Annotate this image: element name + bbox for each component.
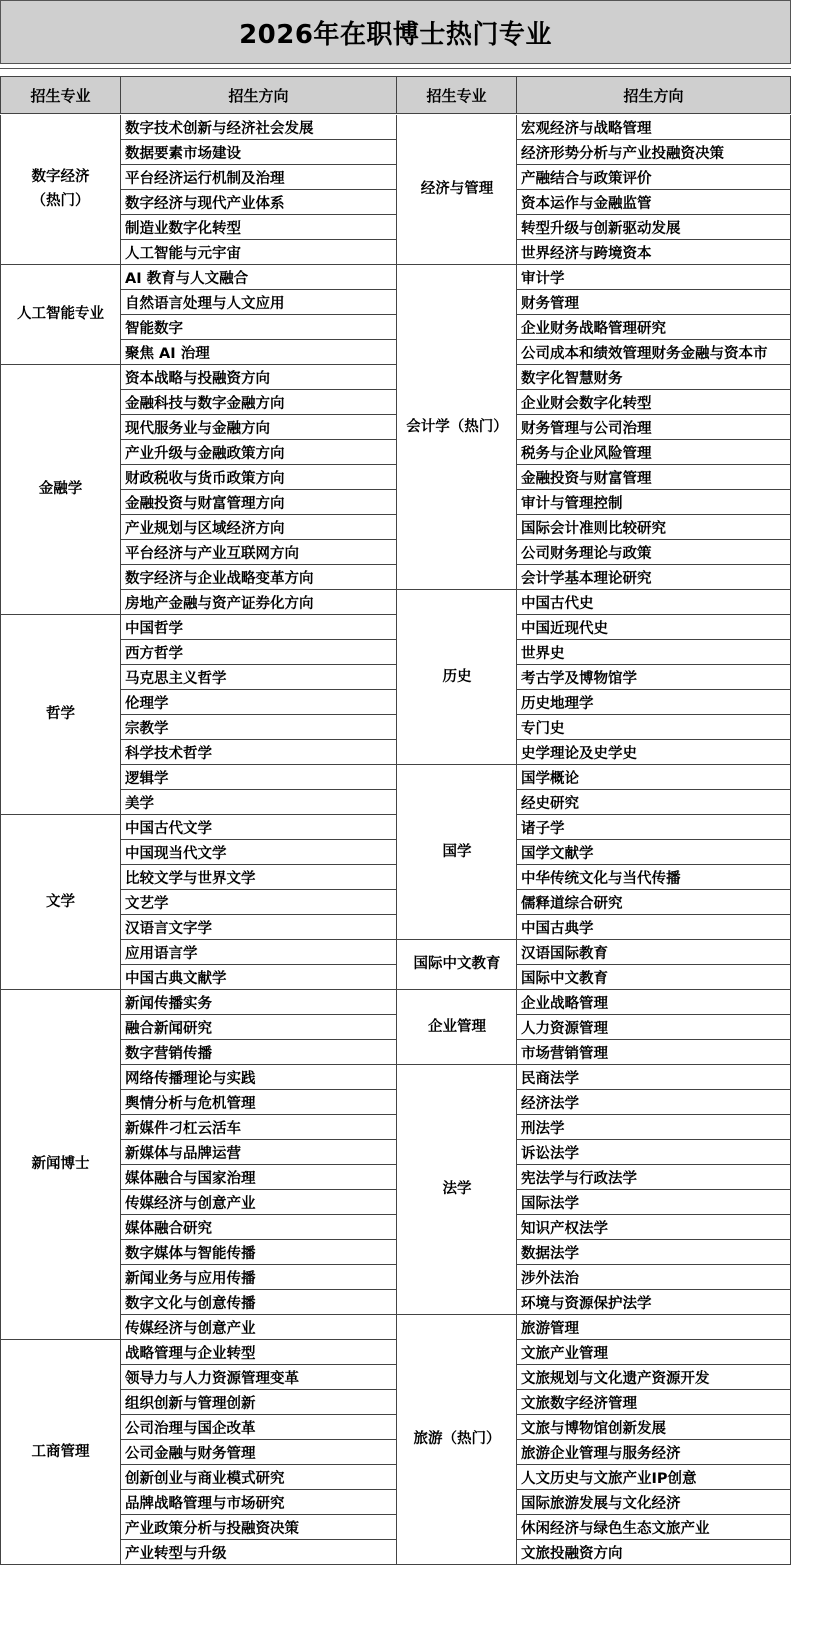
left-major-cell [0,815,121,990]
left-major-label: 工商管理 [31,1443,90,1460]
left-direction-cell: 制造业数字化转型 [121,215,397,240]
left-major-cell [0,115,121,265]
left-major-label: 文学 [46,893,75,910]
right-direction-cell: 企业战略管理 [517,990,791,1015]
left-direction-cell: 中国现当代文学 [121,840,397,865]
left-direction-cell: 聚焦 AI 治理 [121,340,397,365]
left-major-cell [0,365,121,615]
right-direction-cell: 国学文献学 [517,840,791,865]
left-direction-cell: 金融科技与数字金融方向 [121,390,397,415]
right-major-cell [397,765,517,940]
right-major-label: 经济与管理 [420,181,494,198]
right-direction-cell: 中国近现代史 [517,615,791,640]
header-direction-left: 招生方向 [120,76,397,114]
right-direction-cell: 民商法学 [517,1065,791,1090]
column-border [516,115,517,1565]
left-major-cell [0,990,121,1340]
right-major-cell [397,1315,517,1565]
column-border [0,115,1,1565]
right-direction-cell: 数字化智慧财务 [517,365,791,390]
left-direction-cell: 数字经济与现代产业体系 [121,190,397,215]
right-direction-cell: 中国古典学 [517,915,791,940]
right-direction-cell: 金融投资与财富管理 [517,465,791,490]
right-direction-cell: 专门史 [517,715,791,740]
left-direction-cell: 网络传播理论与实践 [121,1065,397,1090]
left-direction-cell: 公司金融与财务管理 [121,1440,397,1465]
left-major-cell [0,265,121,365]
left-direction-cell: 中国古典文献学 [121,965,397,990]
right-major-label: 旅游（热门） [413,1431,501,1448]
right-group-divider [397,1564,517,1565]
left-major-label: 新闻博士 [31,1156,90,1173]
right-direction-cell: 税务与企业风险管理 [517,440,791,465]
right-direction-cell: 考古学及博物馆学 [517,665,791,690]
left-direction-cell: 媒体融合研究 [121,1215,397,1240]
left-direction-cell: 数字媒体与智能传播 [121,1240,397,1265]
right-direction-cell: 诸子学 [517,815,791,840]
right-major-label: 历史 [442,668,472,685]
left-direction-cell: 现代服务业与金融方向 [121,415,397,440]
left-direction-cell: 融合新闻研究 [121,1015,397,1040]
right-direction-cell: 经史研究 [517,790,791,815]
right-direction-cell: 历史地理学 [517,690,791,715]
right-direction-cell: 文旅数字经济管理 [517,1390,791,1415]
left-direction-cell: 公司治理与国企改革 [121,1415,397,1440]
left-direction-cell: 数字技术创新与经济社会发展 [121,115,397,140]
right-direction-cell: 产融结合与政策评价 [517,165,791,190]
right-major-label: 会计学（热门） [406,418,508,435]
column-border [120,115,121,1565]
majors-table [0,115,791,1565]
left-direction-cell: 比较文学与世界文学 [121,865,397,890]
right-direction-cell: 诉讼法学 [517,1140,791,1165]
left-direction-cell: 应用语言学 [121,940,397,965]
right-direction-cell: 国际会计准则比较研究 [517,515,791,540]
left-direction-cell: 产业政策分析与投融资决策 [121,1515,397,1540]
header-direction-right: 招生方向 [516,76,791,114]
right-direction-cell: 企业财会数字化转型 [517,390,791,415]
left-direction-cell: 汉语言文字学 [121,915,397,940]
left-direction-cell: 产业规划与区域经济方向 [121,515,397,540]
right-major-cell [397,1065,517,1315]
left-direction-cell: 伦理学 [121,690,397,715]
left-direction-cell: 智能数字 [121,315,397,340]
right-major-label: 企业管理 [428,1018,486,1035]
right-direction-cell: 转型升级与创新驱动发展 [517,215,791,240]
right-major-cell [397,590,517,765]
left-direction-cell: 西方哲学 [121,640,397,665]
left-direction-cell: 文艺学 [121,890,397,915]
left-direction-cell: 品牌战略管理与市场研究 [121,1490,397,1515]
right-direction-cell: 儒释道综合研究 [517,890,791,915]
right-direction-cell: 人力资源管理 [517,1015,791,1040]
left-direction-cell: 房地产金融与资产证券化方向 [121,590,397,615]
header-major-right: 招生专业 [396,76,517,114]
left-direction-cell: 新媒体与品牌运营 [121,1140,397,1165]
right-major-cell [397,115,517,265]
right-direction-cell: 市场营销管理 [517,1040,791,1065]
left-direction-cell: 传媒经济与创意产业 [121,1190,397,1215]
title-separator [0,68,791,69]
right-direction-cell: 资本运作与金融监管 [517,190,791,215]
right-direction-cell: 史学理论及史学史 [517,740,791,765]
left-direction-cell: 科学技术哲学 [121,740,397,765]
left-major-cell [0,615,121,815]
left-direction-cell: 宗教学 [121,715,397,740]
left-direction-cell: 新媒件刁杠云活车 [121,1115,397,1140]
left-direction-cell: 数字营销传播 [121,1040,397,1065]
right-direction-cell: 中国古代史 [517,590,791,615]
right-direction-cell: 旅游管理 [517,1315,791,1340]
right-direction-cell: 国际中文教育 [517,965,791,990]
page-title: 2026年在职博士热门专业 [0,0,791,64]
left-direction-cell: 产业转型与升级 [121,1540,397,1565]
right-direction-cell: 文旅与博物馆创新发展 [517,1415,791,1440]
header-major-left: 招生专业 [0,76,121,114]
left-direction-cell: 新闻业务与应用传播 [121,1265,397,1290]
left-major-cell [0,1340,121,1565]
column-border [790,115,791,1565]
right-direction-cell: 休闲经济与绿色生态文旅产业 [517,1515,791,1540]
left-direction-cell: 中国古代文学 [121,815,397,840]
right-direction-cell: 财务管理 [517,290,791,315]
left-direction-cell: 自然语言处理与人文应用 [121,290,397,315]
right-major-cell [397,990,517,1065]
left-group-divider [0,1564,121,1565]
right-direction-cell: 国学概论 [517,765,791,790]
left-direction-cell: 数字经济与企业战略变革方向 [121,565,397,590]
right-direction-cell: 刑法学 [517,1115,791,1140]
left-direction-cell: 新闻传播实务 [121,990,397,1015]
left-direction-cell: 人工智能与元宇宙 [121,240,397,265]
left-direction-cell: 中国哲学 [121,615,397,640]
left-direction-cell: 金融投资与财富管理方向 [121,490,397,515]
left-direction-cell: 产业升级与金融政策方向 [121,440,397,465]
right-direction-cell: 旅游企业管理与服务经济 [517,1440,791,1465]
right-direction-cell: 宏观经济与战略管理 [517,115,791,140]
right-direction-cell: 世界经济与跨境资本 [517,240,791,265]
right-direction-cell: 会计学基本理论研究 [517,565,791,590]
right-direction-cell: 环境与资源保护法学 [517,1290,791,1315]
right-direction-cell: 中华传统文化与当代传播 [517,865,791,890]
column-border [396,115,397,1565]
right-direction-cell: 财务管理与公司治理 [517,415,791,440]
right-major-cell [397,940,517,990]
right-direction-cell: 国际法学 [517,1190,791,1215]
right-direction-cell: 审计学 [517,265,791,290]
left-direction-cell: 舆情分析与危机管理 [121,1090,397,1115]
left-direction-cell: 媒体融合与国家治理 [121,1165,397,1190]
right-direction-cell: 宪法学与行政法学 [517,1165,791,1190]
right-direction-cell: 企业财务战略管理研究 [517,315,791,340]
right-direction-cell: 涉外法治 [517,1265,791,1290]
left-direction-cell: 资本战略与投融资方向 [121,365,397,390]
left-direction-cell: 领导力与人力资源管理变革 [121,1365,397,1390]
left-direction-cell: 数字文化与创意传播 [121,1290,397,1315]
right-direction-cell: 人文历史与文旅产业IP创意 [517,1465,791,1490]
right-major-label: 国学 [442,843,472,860]
left-major-label: 哲学 [46,706,75,723]
right-direction-cell: 经济形势分析与产业投融资决策 [517,140,791,165]
left-direction-cell: 美学 [121,790,397,815]
right-direction-cell: 知识产权法学 [517,1215,791,1240]
right-major-label: 法学 [442,1181,472,1198]
right-direction-cell: 文旅产业管理 [517,1340,791,1365]
left-direction-cell: 创新创业与商业模式研究 [121,1465,397,1490]
right-direction-cell: 汉语国际教育 [517,940,791,965]
left-direction-cell: 财政税收与货币政策方向 [121,465,397,490]
left-direction-cell: 组织创新与管理创新 [121,1390,397,1415]
right-direction-cell: 公司成本和绩效管理财务金融与资本市 [517,340,791,365]
left-direction-cell: 马克思主义哲学 [121,665,397,690]
left-direction-cell: 逻辑学 [121,765,397,790]
left-direction-cell: 数据要素市场建设 [121,140,397,165]
left-major-label: 人工智能专业 [17,306,104,323]
right-direction-cell: 审计与管理控制 [517,490,791,515]
left-direction-cell: 战略管理与企业转型 [121,1340,397,1365]
left-direction-cell: 平台经济运行机制及治理 [121,165,397,190]
right-direction-cell: 世界史 [517,640,791,665]
left-direction-cell: 平台经济与产业互联网方向 [121,540,397,565]
right-direction-cell: 数据法学 [517,1240,791,1265]
right-major-label: 国际中文教育 [413,956,501,973]
right-major-cell [397,265,517,590]
left-major-label: 金融学 [38,481,83,498]
right-direction-cell: 国际旅游发展与文化经济 [517,1490,791,1515]
right-direction-cell: 文旅投融资方向 [517,1540,791,1565]
left-major-label: 数字经济（热门） [31,169,90,209]
left-direction-cell: AI 教育与人文融合 [121,265,397,290]
right-direction-cell: 经济法学 [517,1090,791,1115]
left-direction-cell: 传媒经济与创意产业 [121,1315,397,1340]
right-direction-cell: 文旅规划与文化遗产资源开发 [517,1365,791,1390]
right-direction-cell: 公司财务理论与政策 [517,540,791,565]
